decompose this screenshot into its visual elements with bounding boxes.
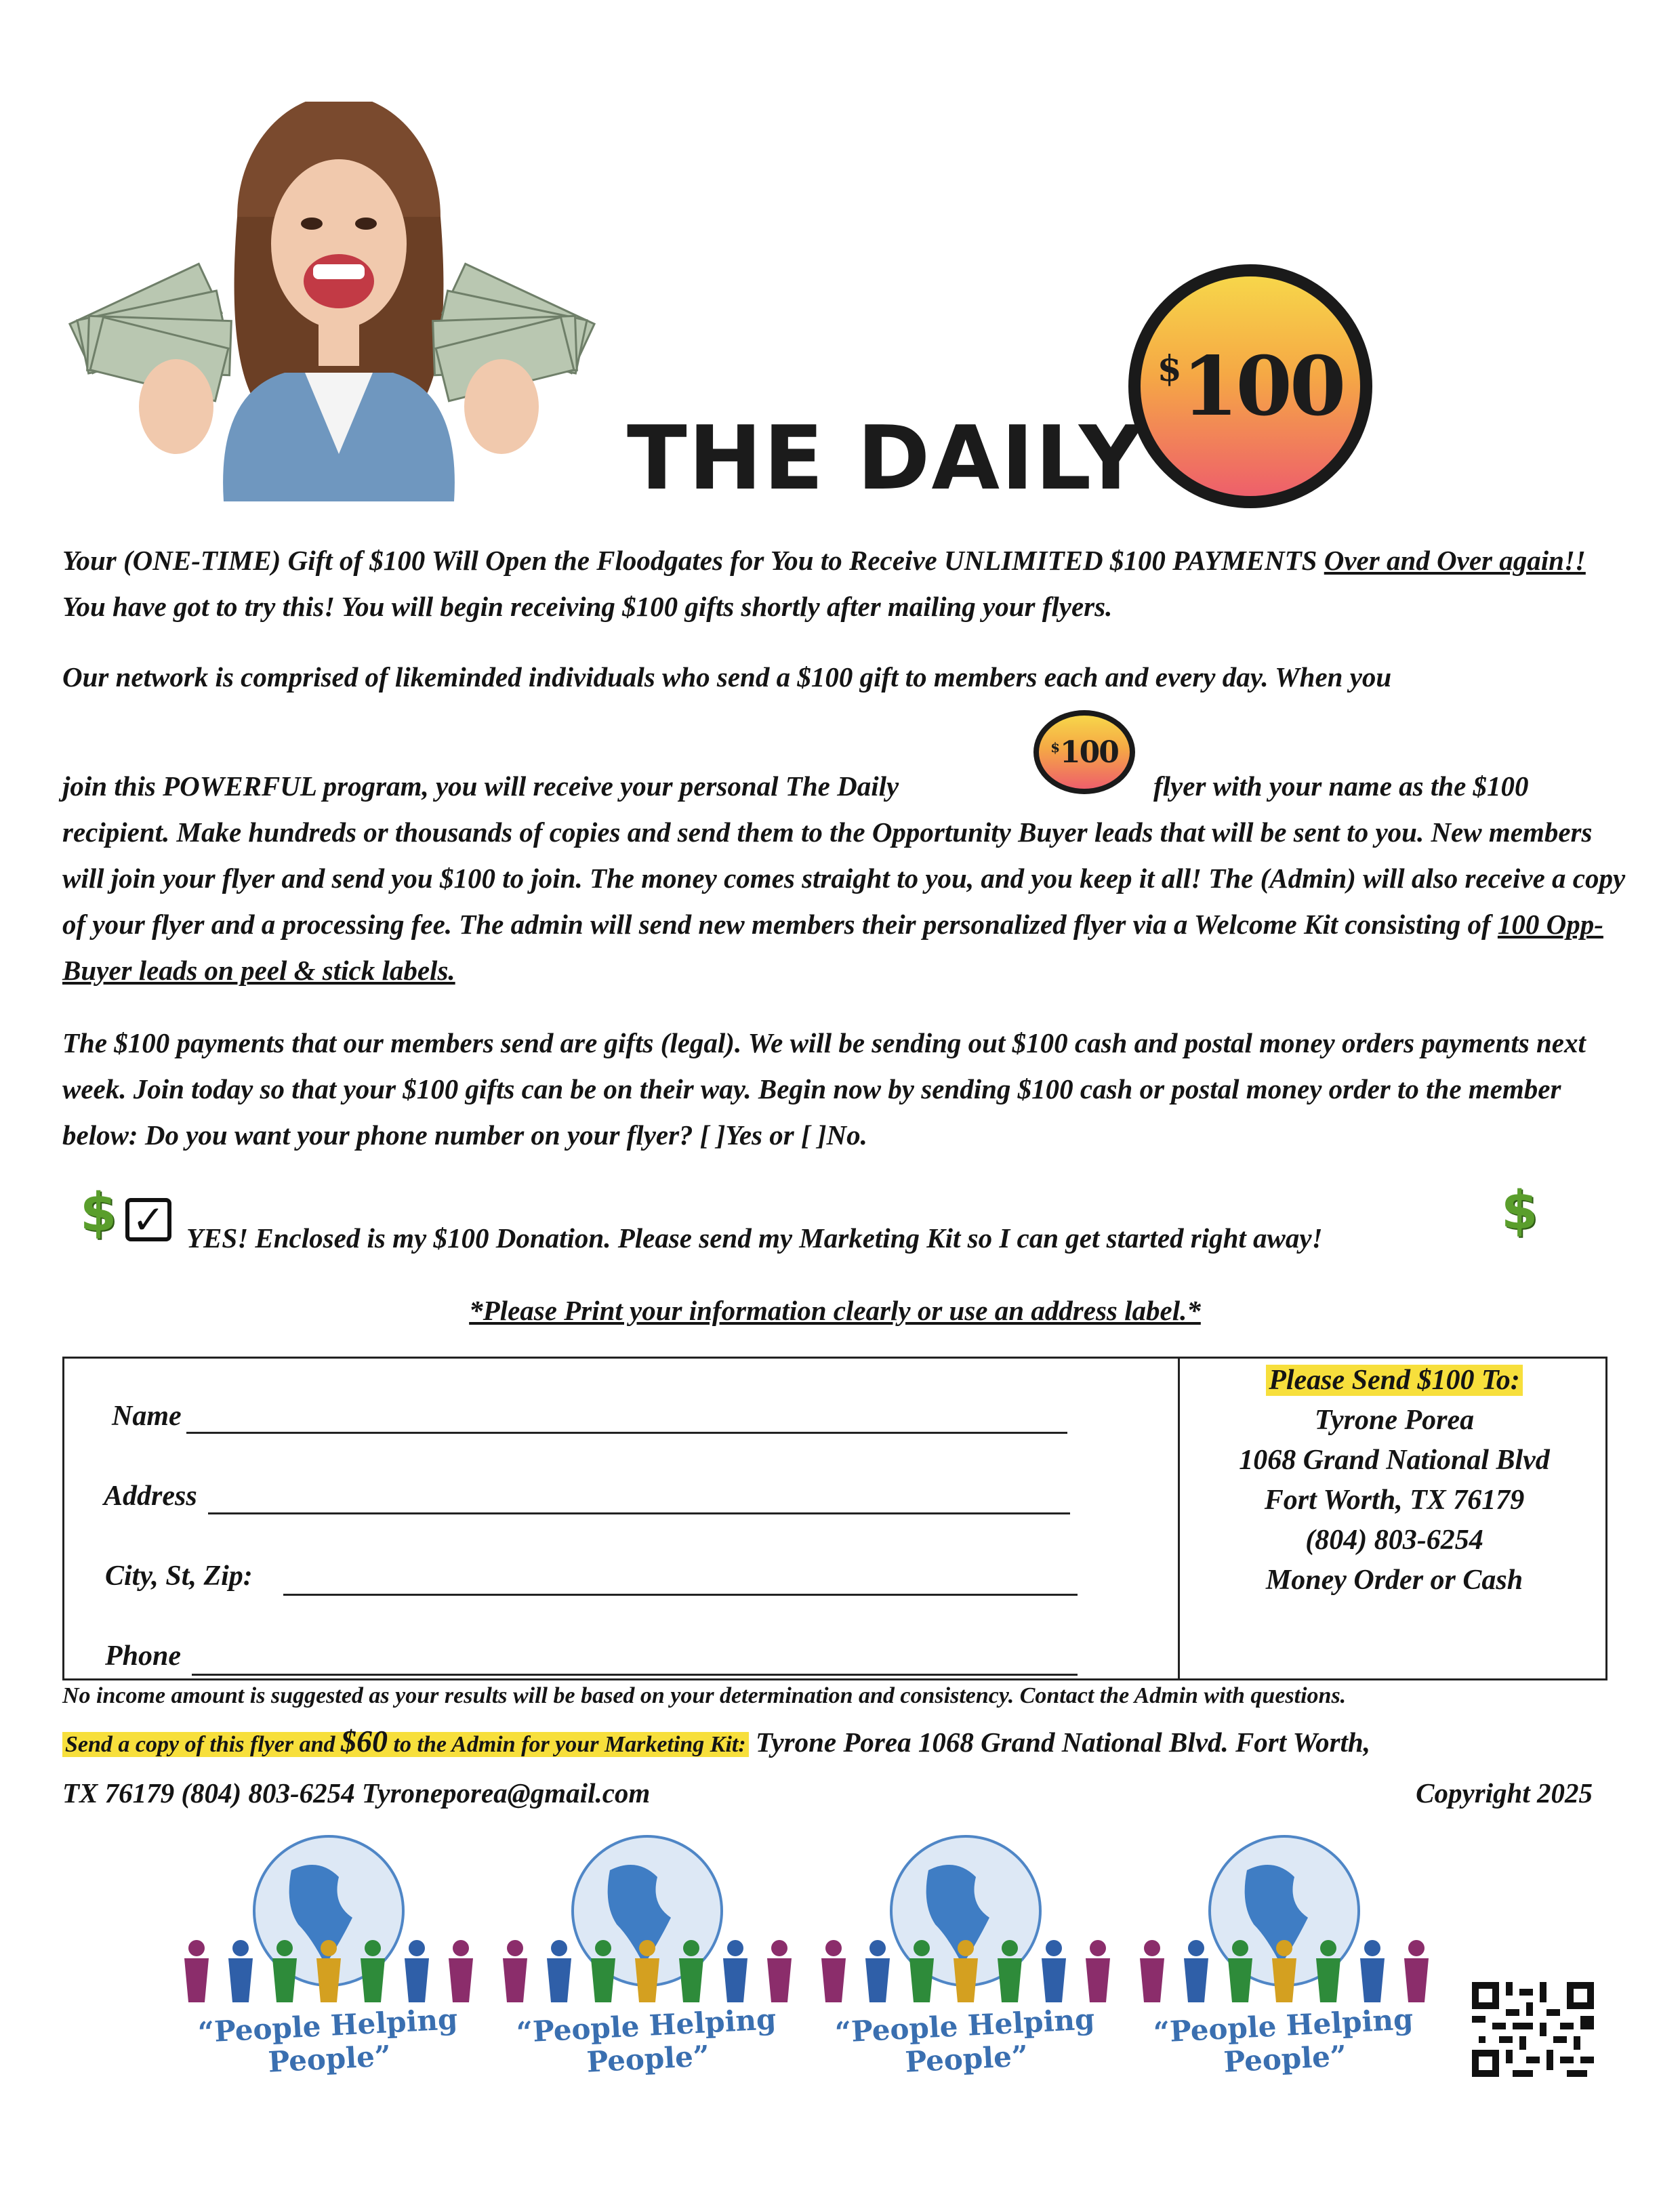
donation-checkbox[interactable]: ✓	[125, 1198, 171, 1241]
network-line1: Our network is comprised of likeminded individuals who send a $100 gift to members each and every day. When you	[62, 661, 1392, 693]
kit-prefix: Send a copy of this flyer and	[65, 1732, 342, 1757]
city-state-zip-label: City, St, Zip:	[105, 1561, 253, 1592]
copyright: Copyright 2025	[1416, 1777, 1593, 1809]
phone-field[interactable]	[192, 1674, 1078, 1676]
globe-people-icon	[1125, 1830, 1443, 2006]
admin-address: Tyrone Porea 1068 Grand National Blvd. Fort Worth,	[748, 1727, 1370, 1758]
send-payment-to	[1183, 1361, 1606, 1601]
badge-currency: $	[1157, 348, 1182, 390]
intro-paragraph	[62, 537, 1628, 629]
logo-caption: “People Helping People”	[197, 2002, 459, 2079]
people-helping-people-logos	[169, 1830, 1471, 2087]
send-to-method: Money Order or Cash	[1265, 1565, 1523, 1596]
address-label: Address	[104, 1481, 197, 1512]
logo-caption: “People Helping People”	[515, 2002, 777, 2079]
send-to-heading: Please Send $100 To:	[1266, 1365, 1523, 1396]
green-dollar-icon-right: $	[1501, 1180, 1538, 1241]
network-underlined: 100 Opp-Buyer leads on peel & stick labels.	[62, 909, 1603, 986]
kit-suffix: to the Admin for your Marketing Kit:	[388, 1732, 746, 1757]
hundred-dollar-badge	[1128, 264, 1372, 508]
badge-amount: 100	[1181, 338, 1344, 434]
payments-paragraph: The $100 payments that our members send are gifts (legal). We will be sending out $100 cash and postal money orders payments next week. Join today so that your $100 gifts can be on their way. Begin now by sending $100 cash or postal money order to the member below: Do you want your phone number on your flyer? [ ]Yes or [ ]No.	[62, 1027, 1586, 1151]
network-line2: join this POWERFUL program, you will receive your personal The Daily	[62, 770, 899, 802]
logo-caption: “People Helping People”	[1152, 2002, 1414, 2079]
people-helping-people-logo	[1125, 1830, 1443, 2087]
green-dollar-icon-left: $	[80, 1182, 117, 1243]
city-state-zip-field[interactable]	[283, 1594, 1078, 1596]
small-badge-amount: 100	[1060, 735, 1118, 770]
qr-code-icon	[1472, 1982, 1594, 2077]
name-field[interactable]	[186, 1432, 1067, 1434]
people-helping-people-logo	[488, 1830, 806, 2087]
globe-people-icon	[806, 1830, 1125, 2006]
send-to-name: Tyrone Porea	[1314, 1405, 1475, 1436]
name-label: Name	[112, 1401, 182, 1432]
income-disclaimer: No income amount is suggested as your results will be based on your determination and consistency. Contact the Admin with questions.	[62, 1683, 1347, 1708]
intro-rest: You have got to try this! You will begin receiving $100 gifts shortly after mailing your flyers.	[62, 591, 1113, 622]
intro-text: Your (ONE-TIME) Gift of $100 Will Open the Floodgates for You to Receive UNLIMITED $100 PAYMENTS	[62, 545, 1324, 576]
send-to-street: 1068 Grand National Blvd	[1239, 1445, 1550, 1476]
print-note: *Please Print your information clearly or use an address label.*	[469, 1295, 1201, 1326]
phone-label: Phone	[105, 1640, 182, 1672]
small-badge-currency: $	[1050, 739, 1061, 756]
people-helping-people-logo	[169, 1830, 488, 2087]
form-divider	[1178, 1357, 1180, 1680]
send-to-city: Fort Worth, TX 76179	[1264, 1485, 1525, 1516]
globe-people-icon	[488, 1830, 806, 2006]
kit-highlight	[62, 1724, 749, 1758]
network-body-text: flyer with your name as the $100 recipient. Make hundreds or thousands of copies and send them to the Opportunity Buyer leads that will be sent to you. New members will join your flyer and send you $100 to join. The money comes straight to you, and you keep it all! The (Admin) will also receive a copy of your flyer and a processing fee. The admin will send new members their personalized flyer via a Welcome Kit consisting of	[62, 770, 1626, 940]
send-to-phone: (804) 803-6254	[1305, 1525, 1483, 1556]
intro-underlined: Over and Over again!!	[1324, 545, 1586, 576]
confirm-text: YES! Enclosed is my $100 Donation. Please send my Marketing Kit so I can get started right away!	[186, 1222, 1323, 1254]
flyer-title: THE DAILY	[627, 407, 1145, 510]
network-paragraph-body	[62, 763, 1628, 993]
admin-contact: TX 76179 (804) 803-6254 Tyroneporea@gmail.com	[62, 1777, 651, 1809]
address-field[interactable]	[208, 1512, 1070, 1514]
woman-with-money-image	[68, 102, 610, 501]
kit-amount: $60	[341, 1724, 388, 1758]
logo-caption: “People Helping People”	[834, 2002, 1096, 2079]
people-helping-people-logo	[806, 1830, 1125, 2087]
globe-people-icon	[169, 1830, 488, 2006]
marketing-kit-line	[62, 1721, 1628, 1765]
